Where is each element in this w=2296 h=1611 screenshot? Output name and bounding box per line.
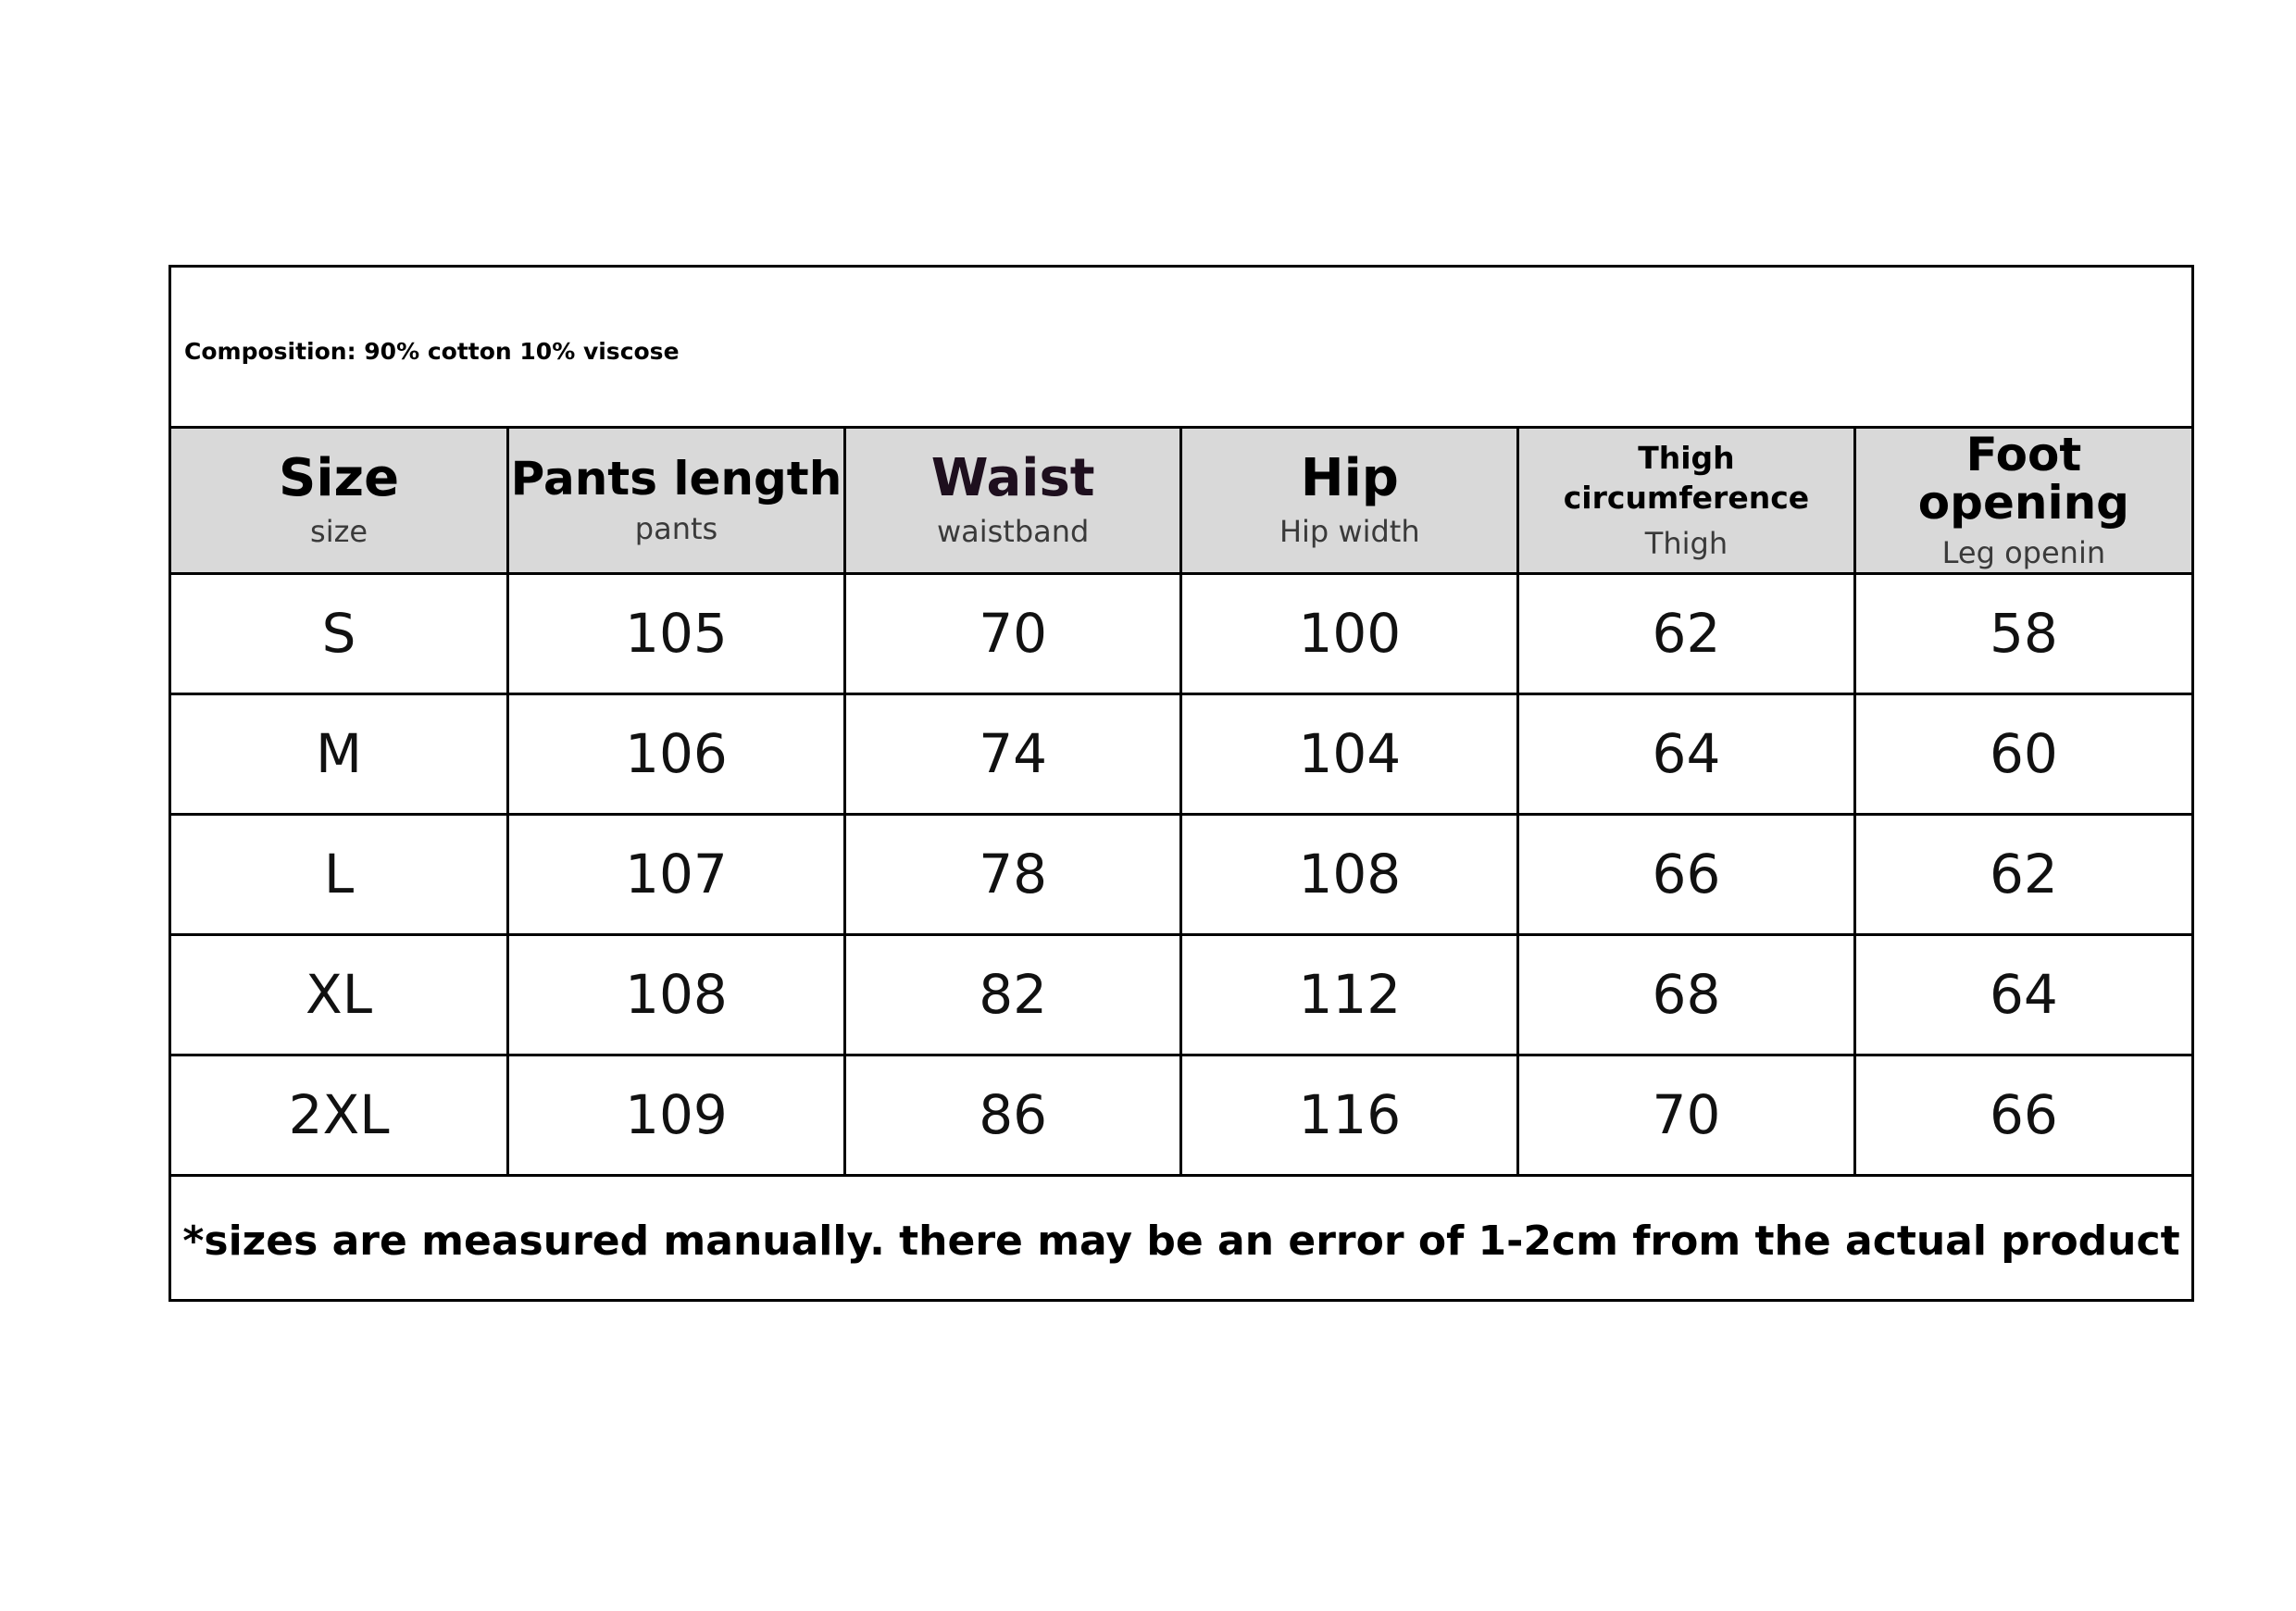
cell-foot-opening: 66 (1854, 1055, 2191, 1175)
header-sub: waistband (936, 513, 1090, 549)
table-row (171, 1055, 2191, 1175)
cell-pants-length: 108 (508, 934, 845, 1055)
cell-foot-opening: 60 (1854, 693, 2191, 814)
cell-hip: 108 (1181, 814, 1518, 934)
cell-hip: 116 (1181, 1055, 1518, 1175)
cell-waist: 70 (844, 573, 1181, 693)
note-text: *sizes are measured manually. there may be an error of 1-2cm from the actual product (182, 1218, 2180, 1265)
header-sub: size (310, 513, 368, 549)
header-foot-opening (1854, 429, 2191, 573)
cell-size: XL (171, 934, 508, 1055)
cell-size: L (171, 814, 508, 934)
cell-pants-length: 105 (508, 573, 845, 693)
cell-waist: 78 (844, 814, 1181, 934)
header-sub: pants (634, 510, 718, 546)
cell-thigh: 66 (1518, 814, 1855, 934)
measurement-note (171, 1177, 2191, 1306)
cell-waist: 82 (844, 934, 1181, 1055)
cell-thigh: 62 (1518, 573, 1855, 693)
header-hip (1181, 429, 1518, 573)
cell-thigh: 70 (1518, 1055, 1855, 1175)
header-sub: Hip width (1279, 513, 1420, 549)
table-row (171, 573, 2191, 693)
header-pants-length (508, 429, 845, 573)
table-row (171, 934, 2191, 1055)
header-main: Waist (930, 447, 1095, 508)
header-size (171, 429, 508, 573)
header-main: Size (279, 447, 400, 508)
cell-pants-length: 109 (508, 1055, 845, 1175)
header-thigh (1518, 429, 1855, 573)
size-chart (168, 265, 2194, 1302)
header-waist (844, 429, 1181, 573)
size-table (171, 429, 2191, 1177)
cell-pants-length: 107 (508, 814, 845, 934)
cell-foot-opening: 62 (1854, 814, 2191, 934)
header-sub: Thigh (1644, 526, 1728, 562)
cell-hip: 100 (1181, 573, 1518, 693)
cell-size: M (171, 693, 508, 814)
cell-pants-length: 106 (508, 693, 845, 814)
cell-thigh: 64 (1518, 693, 1855, 814)
cell-hip: 112 (1181, 934, 1518, 1055)
cell-foot-opening: 64 (1854, 934, 2191, 1055)
header-row (171, 429, 2191, 573)
table-row (171, 814, 2191, 934)
header-main: Hip (1300, 447, 1399, 508)
cell-hip: 104 (1181, 693, 1518, 814)
cell-waist: 74 (844, 693, 1181, 814)
header-main: Foot opening (1917, 427, 2129, 531)
header-sub: Leg openin (1941, 534, 2106, 570)
header-main: Pants length (510, 452, 842, 506)
composition-row (171, 268, 2191, 429)
table-row (171, 693, 2191, 814)
header-main: Thigh circumference (1563, 440, 1810, 517)
composition-text: Composition: 90% cotton 10% viscose (184, 338, 680, 365)
cell-waist: 86 (844, 1055, 1181, 1175)
cell-foot-opening: 58 (1854, 573, 2191, 693)
cell-size: S (171, 573, 508, 693)
cell-size: 2XL (171, 1055, 508, 1175)
cell-thigh: 68 (1518, 934, 1855, 1055)
